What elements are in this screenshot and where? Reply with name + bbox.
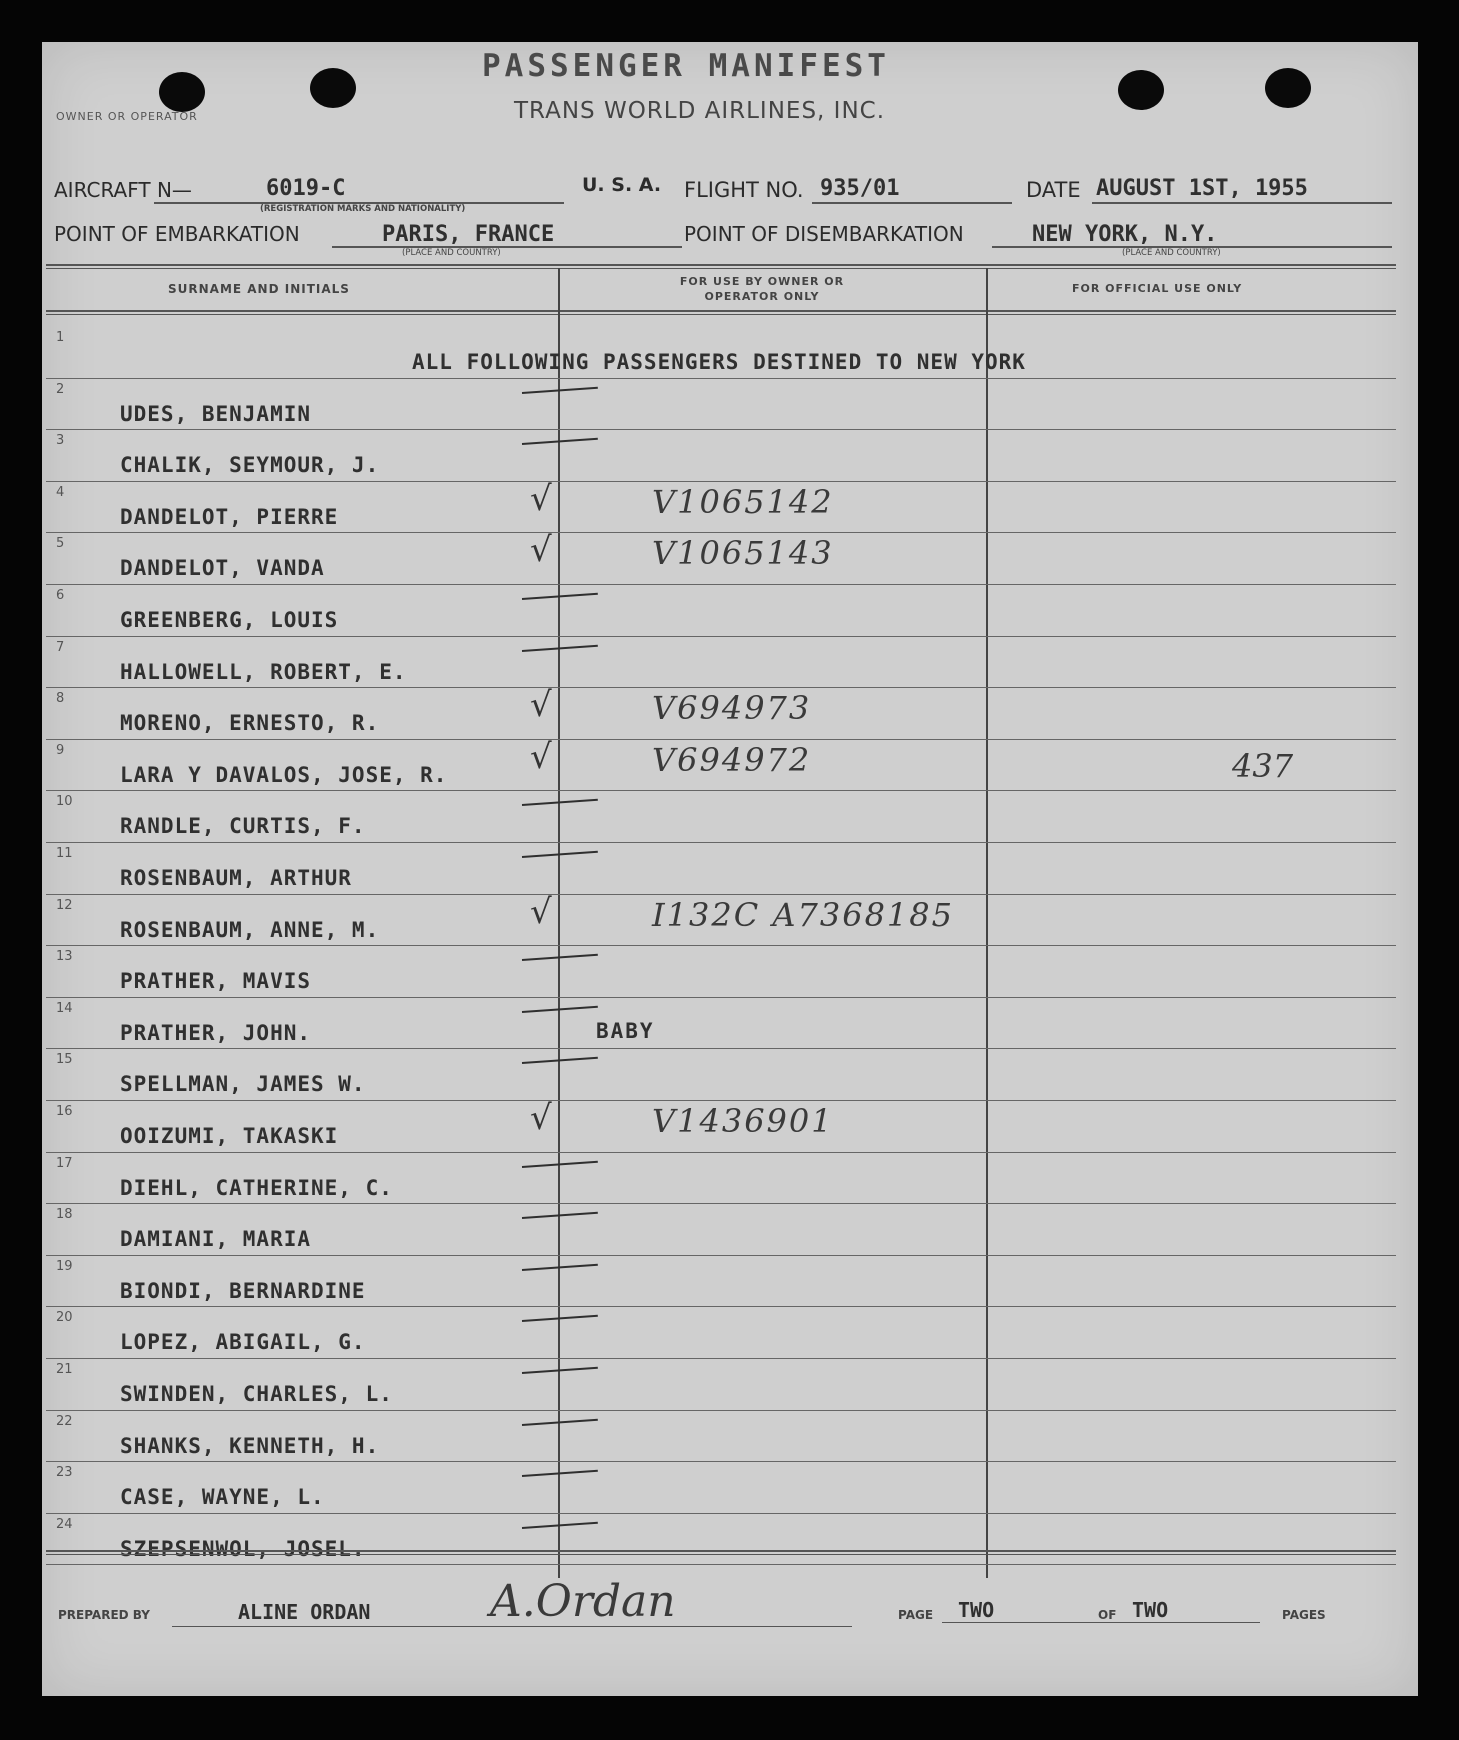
check-mark: √	[530, 478, 552, 519]
passenger-name: BIONDI, BERNARDINE	[120, 1278, 366, 1303]
passenger-name: OOIZUMI, TAKASKI	[120, 1124, 339, 1148]
embarkation-label: POINT OF EMBARKATION	[54, 222, 300, 246]
passenger-name: DANDELOT, PIERRE	[120, 504, 339, 529]
passenger-name: PRATHER, MAVIS	[120, 969, 312, 994]
passenger-name: LARA Y DAVALOS, JOSE, R.	[120, 762, 448, 787]
visa-number: V1065142	[652, 482, 834, 521]
passenger-name: HALLOWELL, ROBERT, E.	[120, 659, 407, 684]
prepared-by-value: ALINE ORDAN	[238, 1600, 371, 1624]
row-number: 22	[56, 1413, 73, 1429]
flight-no-value: 935/01	[820, 176, 900, 201]
punch-hole-1	[159, 72, 205, 112]
embarkation-value: PARIS, FRANCE	[382, 222, 555, 247]
punch-hole-4	[1265, 68, 1311, 108]
manifest-sheet	[42, 42, 1418, 1696]
signature: A.Ordan	[490, 1576, 676, 1627]
row-number: 24	[56, 1516, 73, 1532]
passenger-name: ROSENBAUM, ANNE, M.	[120, 917, 380, 942]
row-number: 19	[56, 1258, 73, 1274]
manifest-title: PASSENGER MANIFEST	[482, 48, 890, 84]
row-number: 13	[56, 949, 73, 965]
visa-number: V1436901	[652, 1102, 834, 1140]
row-number: 7	[56, 639, 65, 655]
column-header-surname: SURNAME AND INITIALS	[168, 282, 350, 296]
prepared-by-label: PREPARED BY	[58, 1608, 150, 1622]
row-number: 11	[56, 846, 73, 861]
passenger-name: MORENO, ERNESTO, R.	[120, 711, 380, 736]
check-mark: √	[530, 1098, 552, 1138]
check-mark: √	[530, 891, 552, 932]
date-value: AUGUST 1ST, 1955	[1096, 176, 1308, 201]
column-header-official-use: FOR OFFICIAL USE ONLY	[1072, 282, 1243, 295]
date-label: DATE	[1026, 178, 1081, 202]
punch-hole-3	[1118, 70, 1164, 110]
passenger-name: GREENBERG, LOUIS	[120, 608, 339, 632]
column-header-owner-use: FOR USE BY OWNER OR OPERATOR ONLY	[679, 275, 845, 303]
visa-number: V1065143	[652, 534, 834, 573]
disembarkation-label: POINT OF DISEMBARKATION	[684, 222, 964, 246]
passenger-name: SZEPSENWOL, JOSEL.	[120, 1536, 366, 1561]
passenger-name: CASE, WAYNE, L.	[120, 1485, 325, 1510]
row-number: 23	[56, 1465, 73, 1481]
row-number: 9	[56, 742, 65, 758]
of-label: OF	[1098, 1608, 1117, 1622]
passenger-name: SPELLMAN, JAMES W.	[120, 1072, 366, 1097]
aircraft-label: AIRCRAFT N—	[54, 178, 192, 202]
row-number: 8	[56, 691, 65, 707]
passenger-name: PRATHER, JOHN.	[120, 1020, 312, 1045]
row-number: 14	[56, 1000, 73, 1016]
punch-hole-2	[310, 68, 356, 108]
passenger-name: CHALIK, SEYMOUR, J.	[120, 453, 380, 478]
country-label: U. S. A.	[582, 174, 662, 196]
passenger-name: UDES, BENJAMIN	[120, 401, 312, 426]
passenger-name: RANDLE, CURTIS, F.	[120, 814, 366, 839]
row-number: 2	[56, 381, 65, 397]
row-number: 10	[56, 794, 73, 810]
disembarkation-value: NEW YORK, N.Y.	[1032, 222, 1218, 247]
check-mark: √	[530, 736, 552, 777]
embarkation-sub: (PLACE AND COUNTRY)	[402, 248, 501, 258]
row-number: 20	[56, 1310, 73, 1326]
passenger-name: LOPEZ, ABIGAIL, G.	[120, 1330, 366, 1355]
passenger-name: DIEHL, CATHERINE, C.	[120, 1175, 393, 1200]
flight-no-label: FLIGHT NO.	[684, 178, 804, 202]
official-number: 437	[1232, 746, 1294, 785]
baby-note: BABY	[596, 1018, 655, 1043]
of-value: TWO	[1132, 1598, 1169, 1622]
passenger-name: DAMIANI, MARIA	[120, 1227, 312, 1252]
row-number: 15	[56, 1052, 73, 1068]
pages-label: PAGES	[1282, 1608, 1326, 1622]
passenger-name: ROSENBAUM, ARTHUR	[120, 866, 352, 890]
passenger-name: DANDELOT, VANDA	[120, 556, 325, 581]
row-number: 16	[56, 1104, 73, 1119]
row-number: 18	[56, 1207, 73, 1223]
visa-number: V694972	[652, 740, 812, 779]
visa-number: I132C A7368185	[652, 895, 954, 934]
row-number: 21	[56, 1362, 73, 1377]
row-number: 6	[56, 588, 65, 603]
row-number: 17	[56, 1155, 73, 1171]
passenger-name: SWINDEN, CHARLES, L.	[120, 1382, 393, 1406]
passenger-name: SHANKS, KENNETH, H.	[120, 1433, 380, 1458]
row-number: 3	[56, 433, 65, 449]
row-number: 5	[56, 536, 65, 552]
destination-note: ALL FOLLOWING PASSENGERS DESTINED TO NEW YORK	[412, 350, 1026, 374]
visa-number: V694973	[652, 689, 812, 728]
page-value: TWO	[958, 1598, 995, 1622]
row-number: 1	[56, 330, 65, 345]
check-mark: √	[530, 685, 552, 726]
page-label: PAGE	[898, 1608, 934, 1622]
row-number: 12	[56, 897, 73, 913]
aircraft-sub: (REGISTRATION MARKS AND NATIONALITY)	[260, 204, 466, 214]
disembarkation-sub: (PLACE AND COUNTRY)	[1122, 248, 1221, 258]
owner-operator-note: OWNER OR OPERATOR	[56, 110, 198, 123]
check-mark: √	[530, 530, 552, 571]
aircraft-value: 6019-C	[266, 176, 346, 201]
airline-name: TRANS WORLD AIRLINES, INC.	[514, 98, 886, 124]
row-number: 4	[56, 484, 65, 500]
